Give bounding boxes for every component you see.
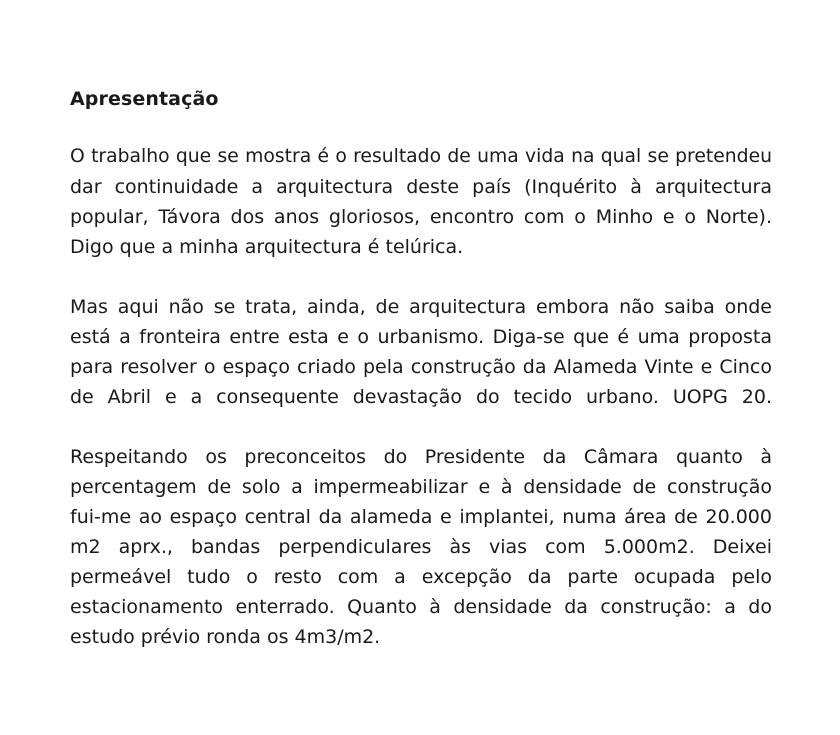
paragraph-line: de Abril e a consequente devastação do tecido urbano. UOPG 20. [70, 386, 772, 408]
paragraph-line: popular, Távora dos anos gloriosos, encontro com o Minho e o Norte). [70, 206, 772, 228]
paragraph-line: percentagem de solo a impermeabilizar e à densidade de construção [70, 476, 772, 498]
paragraph-3 [70, 442, 772, 652]
paragraph-line: O trabalho que se mostra é o resultado de uma vida na qual se pretendeu [70, 146, 772, 167]
paragraph-line: para resolver o espaço criado pela construção da Alameda Vinte e Cinco [70, 356, 772, 378]
document-page [70, 84, 772, 682]
paragraph-line: dar continuidade a arquitectura deste país (Inquérito à arquitectura [70, 176, 772, 198]
paragraph-line: estacionamento enterrado. Quanto à densidade da construção: a do [70, 596, 772, 618]
paragraph-2 [70, 292, 772, 412]
paragraph-line: está a fronteira entre esta e o urbanismo. Diga-se que é uma proposta [70, 326, 772, 348]
paragraph-line: Respeitando os preconceitos do Presidente da Câmara quanto à [70, 446, 772, 468]
paragraph-line: Mas aqui não se trata, ainda, de arquitectura embora não saiba onde [70, 296, 772, 318]
paragraph-line: m2 aprx., bandas perpendiculares às vias com 5.000m2. Deixei [70, 536, 772, 558]
paragraph-line: fui-me ao espaço central da alameda e implantei, numa área de 20.000 [70, 506, 772, 528]
paragraph-line: Digo que a minha arquitectura é telúrica. [70, 236, 464, 258]
document-title: Apresentação [70, 88, 219, 110]
paragraph-line: permeável tudo o resto com a excepção da parte ocupada pelo [70, 566, 772, 588]
paragraph-line: estudo prévio ronda os 4m3/m2. [70, 626, 381, 648]
paragraph-1 [70, 142, 772, 262]
